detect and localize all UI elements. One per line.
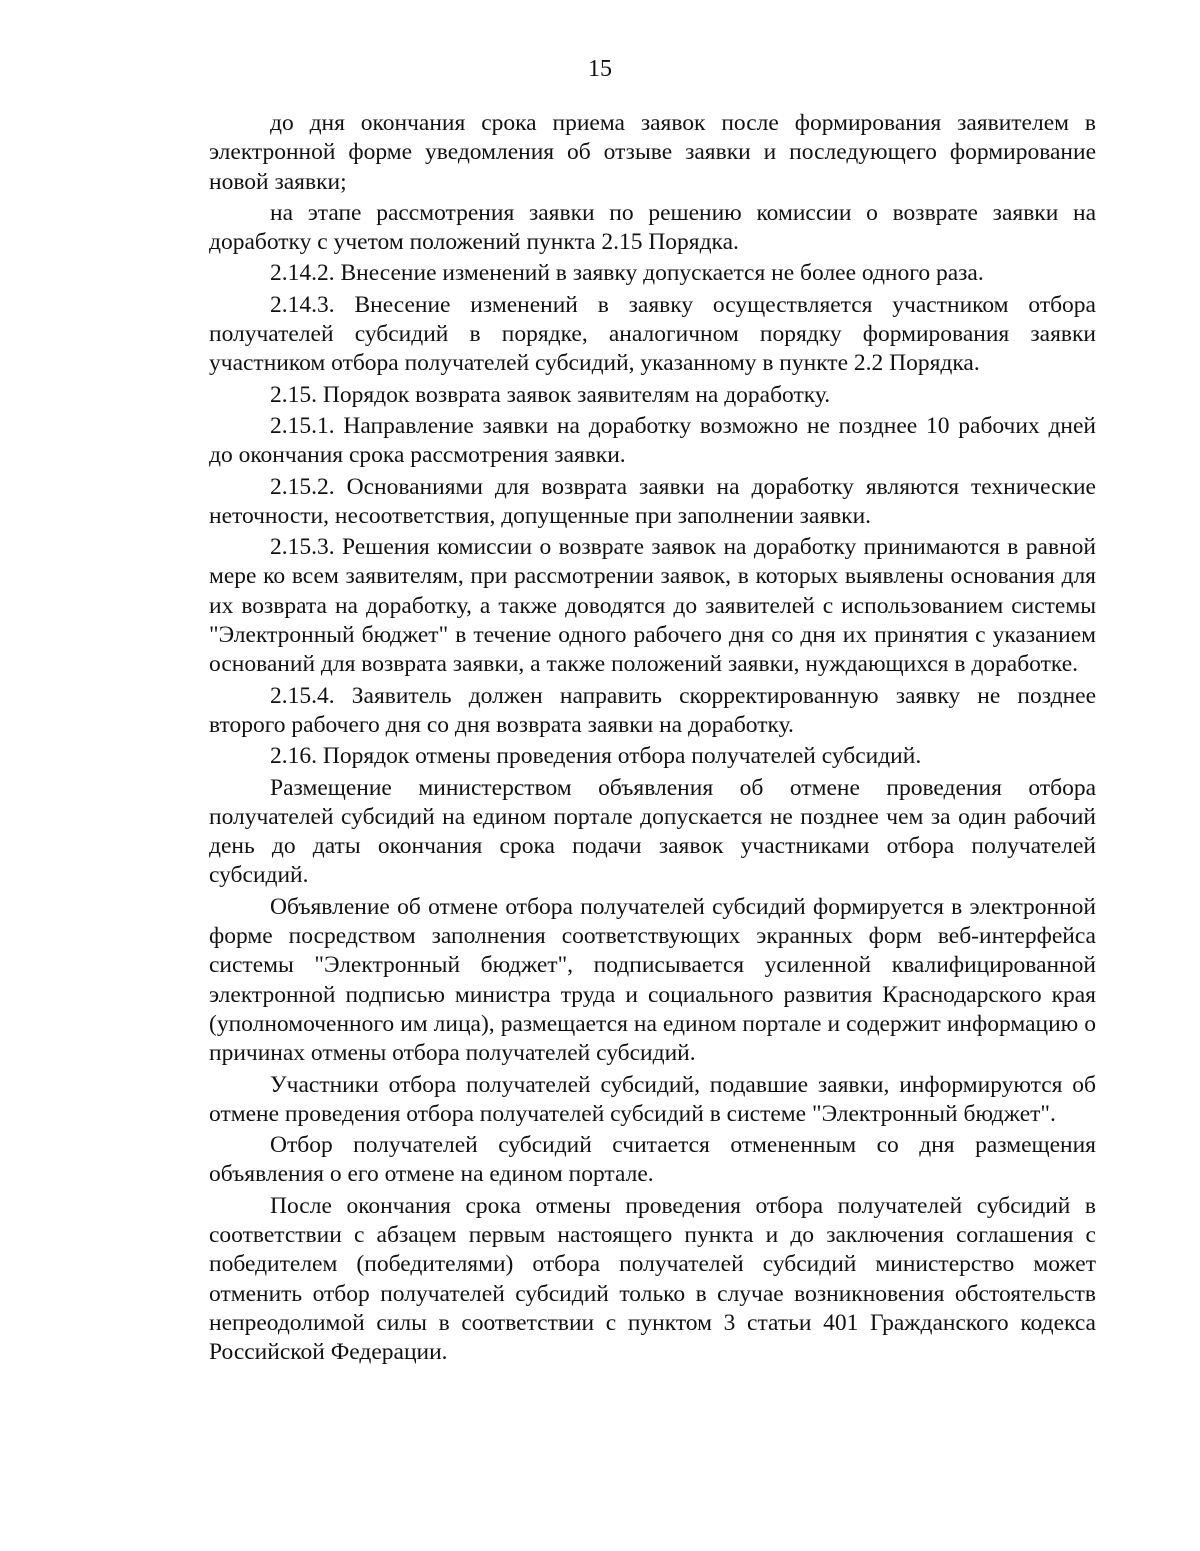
paragraph: 2.14.3. Внесение изменений в заявку осуществляется участником отбора получателей субсидий в порядке, аналогичном порядку формирования заявки участником отбора получателей субсидий, указанному в пункте 2.2 Порядка.	[209, 291, 1096, 377]
paragraph: на этапе рассмотрения заявки по решению комиссии о возврате заявки на доработку с учетом положений пункта 2.15 Порядка.	[209, 199, 1096, 256]
paragraph: Отбор получателей субсидий считается отмененным со дня размещения объявления о его отмене на едином портале.	[209, 1132, 1096, 1188]
paragraph: до дня окончания срока приема заявок после формирования заявителем в электронной форме уведомления об отзыве заявки и последующего формирование новой заявки;	[209, 110, 1096, 195]
paragraph: 2.15.4. Заявитель должен направить скорректированную заявку не позднее второго рабочего дня со дня возврата заявки на доработку.	[209, 682, 1096, 738]
paragraph: Участники отбора получателей субсидий, подавшие заявки, информируются об отмене проведения отбора получателей субсидий в системе "Электронный бюджет".	[209, 1071, 1096, 1127]
paragraph: После окончания срока отмены проведения отбора получателей субсидий в соответствии с абзацем первым настоящего пункта и до заключения соглашения с победителем (победителями) отбора получателей субсидий министерство может отменить отбор получателей субсидий только в случае возникновения обстоятельств непреодолимой силы в соответствии с пунктом 3 статьи 401 Гражданского кодекса Российской Федерации.	[209, 1192, 1096, 1366]
page-number: 15	[588, 56, 612, 82]
paragraph: 2.15.3. Решения комиссии о возврате заявок на доработку принимаются в равной мере ко всем заявителям, при рассмотрении заявок, в которых выявлены основания для их возврата на доработку, а также доводятся до заявителей с использованием системы "Электронный бюджет" в течение одного рабочего дня со дня их принятия с указанием оснований для возврата заявки, а также положений заявки, нуждающихся в доработке.	[209, 534, 1096, 678]
paragraph: 2.15. Порядок возврата заявок заявителям на доработку.	[270, 381, 831, 408]
document-body	[209, 109, 1096, 1367]
paragraph: 2.14.2. Внесение изменений в заявку допускается не более одного раза.	[270, 260, 984, 287]
paragraph: 2.16. Порядок отмены проведения отбора получателей субсидий.	[270, 743, 922, 770]
paragraph: Размещение министерством объявления об отмене проведения отбора получателей субсидий на едином портале допускается не позднее чем за один рабочий день до даты окончания срока подачи заявок участниками отбора получателей субсидий.	[209, 774, 1096, 889]
paragraph: 2.15.1. Направление заявки на доработку возможно не позднее 10 рабочих дней до окончания срока рассмотрения заявки.	[209, 412, 1096, 469]
paragraph: 2.15.2. Основаниями для возврата заявки на доработку являются технические неточности, несоответствия, допущенные при заполнении заявки.	[209, 473, 1096, 529]
paragraph: Объявление об отмене отбора получателей субсидий формируется в электронной форме посредством заполнения соответствующих экранных форм веб-интерфейса системы "Электронный бюджет", подписывается усиленной квалифицированной электронной подписью министра труда и социального развития Краснодарского края (уполномоченного им лица), размещается на едином портале и содержит информацию о причинах отмены отбора получателей субсидий.	[209, 893, 1096, 1067]
